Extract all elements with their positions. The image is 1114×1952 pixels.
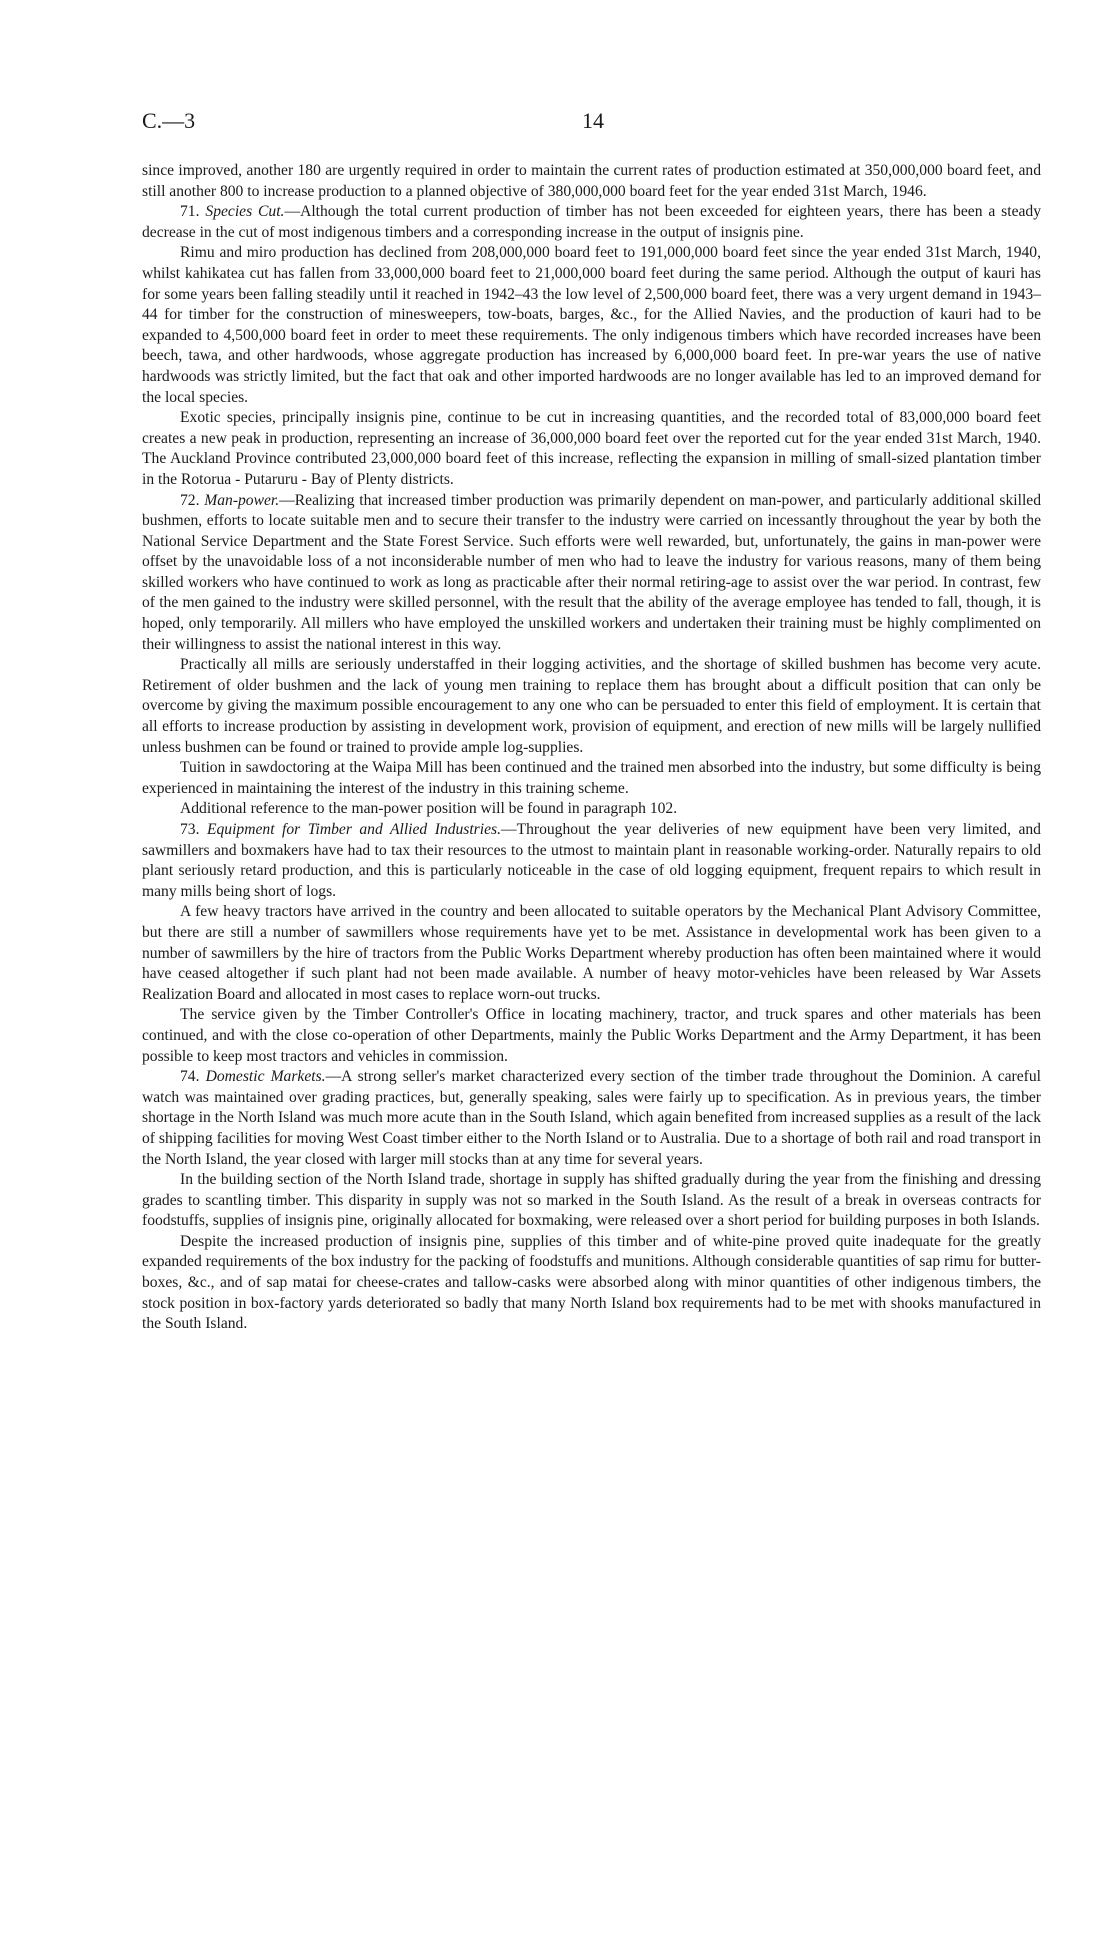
page-number: 14 [582, 108, 604, 133]
paragraph: Rimu and miro production has declined from 208,000,000 board feet to 191,000,000 board feet since the year ended 31st March, 1940, whilst kahikatea cut has fallen from 33,000,000 board feet to 21,000,000 board feet during the same period. Although the output of kauri has for some years been falling steadily until it reached in 1942–43 the low level of 2,500,000 board feet, there was a very urgent demand in 1943–44 for timber for the construction of minesweepers, tow-boats, barges, &c., for the Allied Navies, and the production of kauri had to be expanded to 4,500,000 board feet in order to meet these requirements. The only indigenous timbers which have recorded increases have been beech, tawa, and other hardwoods, whose aggregate production has increased by 6,000,000 board feet. In pre-war years the use of native hardwoods was strictly limited, but the fact that oak and other imported hardwoods are no longer available has led to an improved demand for the local species. [142, 244, 1041, 406]
paragraph: A few heavy tractors have arrived in the country and been allocated to suitable operators by the Mechanical Plant Advisory Committee, but there are still a number of sawmillers whose requirements have yet to be met. Assistance in developmental work has been given to a number of sawmillers by the hire of tractors from the Public Works Department whereby production has often been maintained where it would have ceased altogether if such plant had not been made available. A number of heavy motor-vehicles have been released by War Assets Realization Board and allocated in most cases to replace worn-out trucks. [142, 903, 1041, 1003]
paragraph: 71. Species Cut.—Although the total current production of timber has not been exceeded for eighteen years, there has been a steady decrease in the cut of most indigenous timbers and a corresponding increase in the output of insignis pine. [142, 203, 1042, 241]
paragraph-number: 71. [180, 203, 200, 221]
paragraph: 72. Man-power.—Realizing that increased timber production was primarily dependent on man-power, and particularly additional skilled bushmen, efforts to locate suitable men and to secure their transfer to the industry were carried on incessantly throughout the year by both the National Service Department and the State Forest Service. Such efforts were well rewarded, but, unfortunately, the gains in man-power were offset by the unavoidable loss of a not inconsiderable number of men who had to leave the industry for various reasons, many of them being skilled workers who have continued to work as long as practicable after their normal retiring-age to assist over the war period. In contrast, few of the men gained to the industry were skilled personnel, with the result that the ability of the average employee has tended to fall, though, it is hoped, only temporarily. All millers who have employed the unskilled workers and undertaken their training must be highly complimented on their willingness to assist the national interest in this way. [142, 491, 1041, 653]
paragraph: 73. Equipment for Timber and Allied Industries.—Throughout the year deliveries of new equipment have been very limited, and sawmillers and boxmakers have had to tax their resources to the utmost to maintain plant in reasonable working-order. Naturally repairs to old plant seriously retard production, and this is particularly noticeable in the case of old logging equipment, frequent repairs to which result in many mills being short of logs. [142, 821, 1041, 900]
paragraph-number: 74. [180, 1068, 200, 1086]
paragraph-number: 72. [180, 491, 200, 509]
paragraph: Exotic species, principally insignis pine, continue to be cut in increasing quantities, and the recorded total of 83,000,000 board feet creates a new peak in production, representing an increase of 36,000,000 board feet over the reported cut for the year ended 31st March, 1940. The Auckland Province contributed 23,000,000 board feet of this increase, reflecting the expansion in milling of small-sized plantation timber in the Rotorua - Putaruru - Bay of Plenty districts. [142, 409, 1041, 488]
paragraph: since improved, another 180 are urgently required in order to maintain the current rates of production estimated at 350,000,000 board feet, and still another 800 to increase production to a planned objective of 380,000,000 board feet for the year ended 31st March, 1946. [142, 162, 1041, 200]
section-title: Species Cut. [205, 203, 285, 221]
paragraph: Despite the increased production of insignis pine, supplies of this timber and of white-pine proved quite inadequate for the greatly expanded requirements of the box industry for the packing of foodstuffs and munitions. Although considerable quantities of sap rimu for butter-boxes, &c., and of sap matai for cheese-crates and tallow-casks were absorbed along with minor quantities of other indigenous timbers, the stock position in box-factory yards deteriorated so badly that many North Island box requirements had to be met with shooks manufactured in the South Island. [142, 1232, 1041, 1333]
paragraph: In the building section of the North Island trade, shortage in supply has shifted gradually during the year from the finishing and dressing grades to scantling timber. This disparity in supply was not so marked in the South Island. As the result of a break in overseas contracts for foodstuffs, supplies of insignis pine, originally allocated for boxmaking, were released over a short period for building purposes in both Islands. [142, 1171, 1041, 1230]
paragraph: The service given by the Timber Controller's Office in locating machinery, tractor, and truck spares and other materials has been continued, and with the close co-operation of other Departments, mainly the Public Works Department and the Army Department, it has been possible to keep most tractors and vehicles in commission. [142, 1006, 1041, 1065]
paragraph: Tuition in sawdoctoring at the Waipa Mill has been continued and the trained men absorbed into the industry, but some difficulty is being experienced in maintaining the interest of the industry in this training scheme. [142, 759, 1041, 797]
page-header [142, 108, 1042, 138]
section-title: Equipment for Timber and Allied Industries. [206, 821, 501, 838]
section-title: Domestic Markets. [205, 1068, 326, 1086]
body-text [142, 161, 1041, 1335]
paragraph: 74. Domestic Markets.—A strong seller's market characterized every section of the timber trade throughout the Dominion. A careful watch was maintained over grading practices, but, generally speaking, sales were fairly up to specification. As in previous years, the timber shortage in the North Island was much more acute than in the South Island, which again benefited from increased supplies as a result of the lack of shipping facilities for moving West Coast timber either to the North Island or to Australia. Due to a shortage of both rail and road transport in the North Island, the year closed with larger mill stocks than at any time for several years. [142, 1068, 1041, 1168]
paragraph: Practically all mills are seriously understaffed in their logging activities, and the shortage of skilled bushmen has become very acute. Retirement of older bushmen and the lack of young men training to replace them has brought about a difficult position that can only be overcome by giving the maximum possible encouragement to any one who can be persuaded to enter this field of employment. It is certain that all efforts to increase production by assisting in development work, provision of equipment, and erection of new mills will be largely nullified unless bushmen can be found or trained to provide ample log-supplies. [142, 656, 1041, 756]
series-reference: C.—3 [142, 108, 196, 133]
paragraph-number: 73. [180, 821, 200, 838]
paragraph: Additional reference to the man-power position will be found in paragraph 102. [180, 800, 678, 818]
section-title: Man-power. [204, 491, 280, 509]
